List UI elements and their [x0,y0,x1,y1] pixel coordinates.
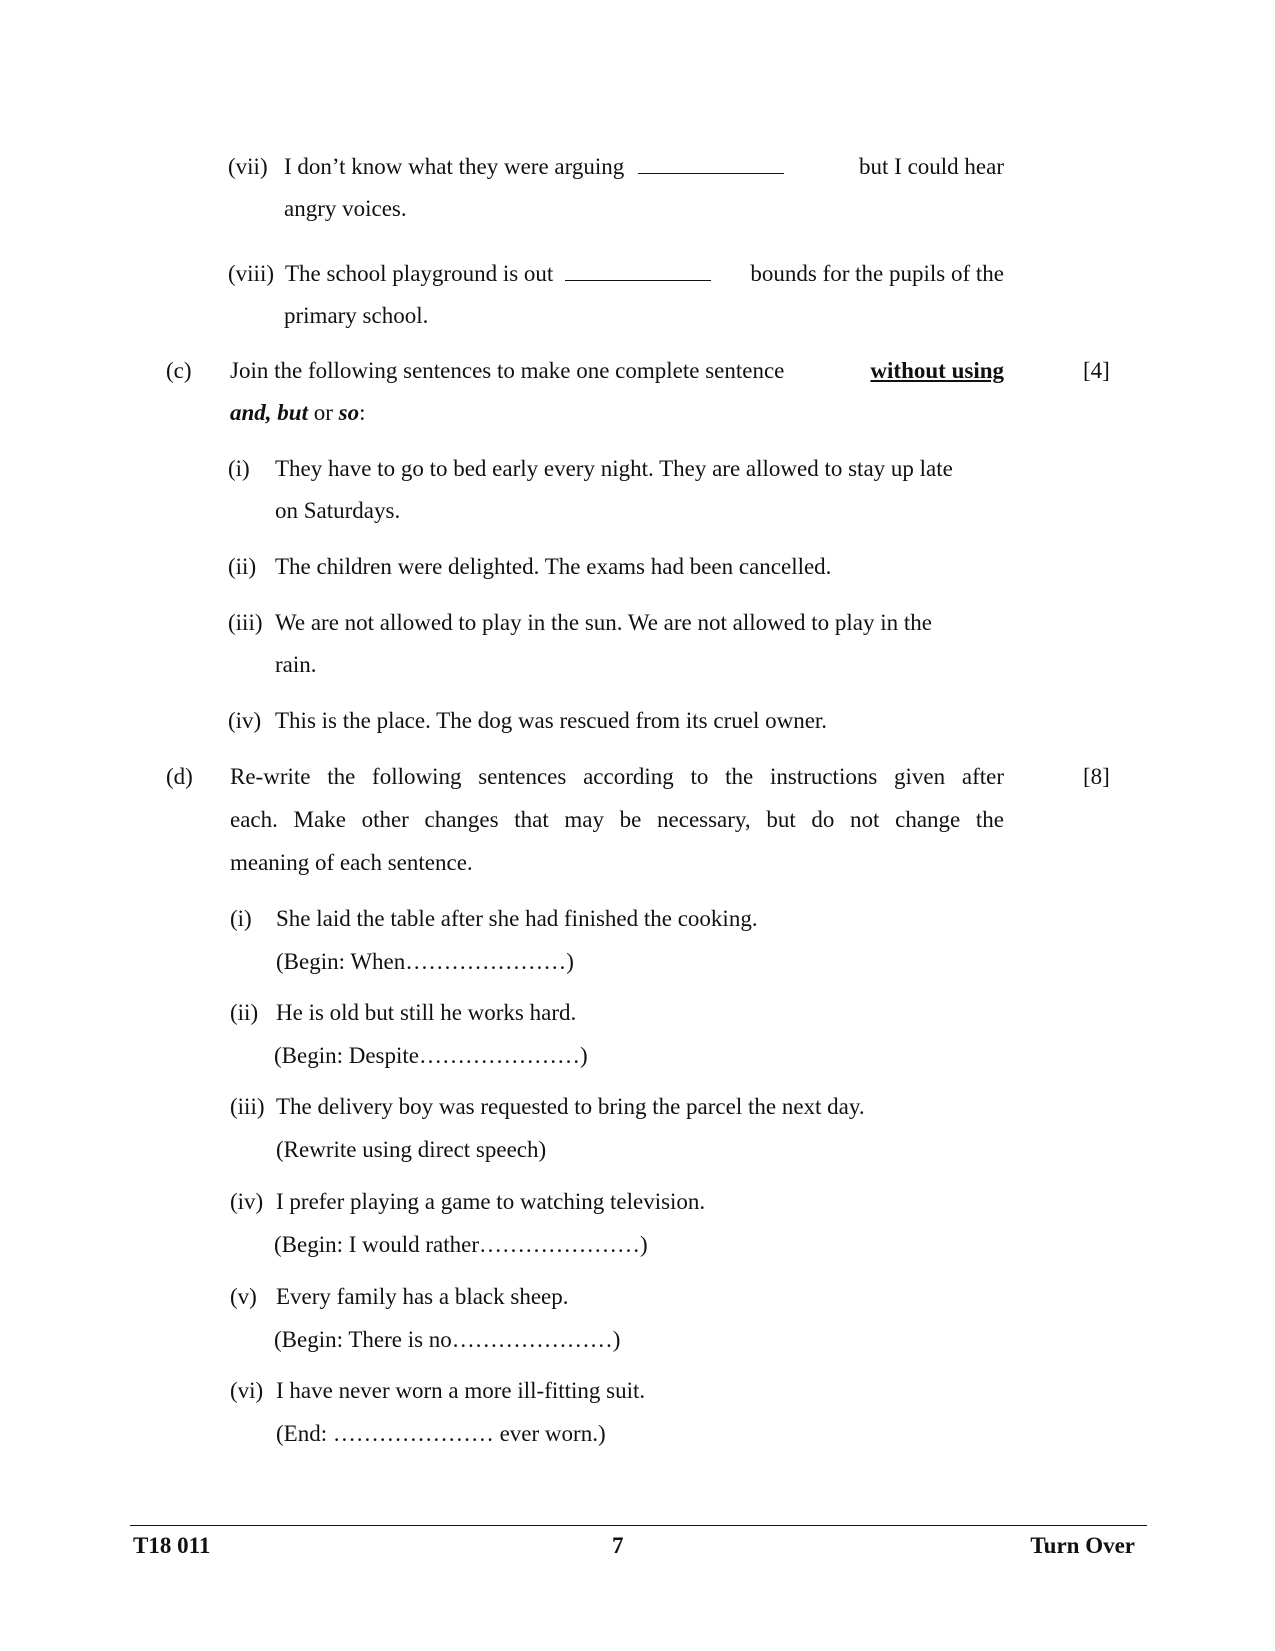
answer-blank-viii [565,278,711,281]
item-b-viii-text-b: bounds for the pupils of the [750,261,1004,286]
footer-paper-code: T18 011 [133,1533,211,1558]
item-b-viii-line1 [285,259,1004,289]
item-c-iv-line1: This is the place. The dog was rescued from its cruel owner. [275,708,828,733]
item-c-ii-number: (ii) [228,554,257,579]
section-d-marks: [8] [1083,764,1110,789]
item-c-ii-line1: The children were delighted. The exams had been cancelled. [275,554,832,579]
item-d-v-line1: Every family has a black sheep. [276,1284,569,1309]
section-c-words-and-but: and, but [230,400,308,425]
item-d-i-line1: She laid the table after she had finished the cooking. [276,906,758,931]
item-d-iii-line2: (Rewrite using direct speech) [276,1137,547,1162]
section-d-instruction-line3: meaning of each sentence. [230,850,473,875]
section-c-instruction-text: Join the following sentences to make one complete sentence [230,358,785,383]
section-d-instruction-line2: each. Make other changes that may be necessary, but do not change the [230,807,1004,832]
section-c-word-so: so [338,400,360,425]
item-b-vii-text-a: I don’t know what they were arguing [284,154,625,179]
item-d-vi-line1: I have never worn a more ill-fitting suit. [276,1378,646,1403]
item-c-i-number: (i) [228,456,250,481]
section-d-label: (d) [166,764,193,789]
footer-page-number: 7 [612,1533,624,1558]
answer-blank-vii [638,171,784,174]
item-c-i-line1: They have to go to bed early every night. They are allowed to stay up late [275,456,953,481]
section-d-instruction-line1: Re-write the following sentences according to the instructions given after [230,764,1004,789]
item-b-viii-number: (viii) [228,261,274,286]
item-c-iii-line1: We are not allowed to play in the sun. We are not allowed to play in the [275,610,932,635]
item-b-viii-line2: primary school. [284,303,429,328]
item-c-iii-number: (iii) [228,610,263,635]
section-c-colon: : [359,400,366,425]
item-b-vii-line1 [284,152,1004,182]
item-d-vi-number: (vi) [230,1378,264,1403]
item-d-i-line2: (Begin: When…………………) [276,949,574,974]
item-c-iii-line2: rain. [275,652,317,677]
item-c-i-line2: on Saturdays. [275,498,401,523]
item-d-iv-line1: I prefer playing a game to watching television. [276,1189,706,1214]
item-b-vii-number: (vii) [228,154,268,179]
item-b-vii-text-b: but I could hear [859,154,1004,179]
section-c-label: (c) [166,358,192,383]
item-d-iv-number: (iv) [230,1189,264,1214]
item-d-ii-line1: He is old but still he works hard. [276,1000,577,1025]
item-d-vi-line2: (End: ………………… ever worn.) [276,1421,606,1446]
item-d-i-number: (i) [230,906,252,931]
item-b-viii-text-a: The school playground is out [285,261,554,286]
section-c-instruction-line2 [230,398,366,428]
item-d-ii-line2: (Begin: Despite…………………) [274,1043,588,1068]
section-c-instruction-emphasis: without using [870,358,1004,383]
item-c-iv-number: (iv) [228,708,262,733]
item-d-iii-line1: The delivery boy was requested to bring the parcel the next day. [276,1094,865,1119]
footer-turn-over: Turn Over [1030,1533,1135,1558]
item-d-v-line2: (Begin: There is no…………………) [274,1327,621,1352]
item-d-iv-line2: (Begin: I would rather…………………) [274,1232,648,1257]
section-c-instruction-line1 [230,356,1004,386]
item-d-v-number: (v) [230,1284,257,1309]
item-d-ii-number: (ii) [230,1000,259,1025]
section-c-word-or: or [313,400,333,425]
footer-divider [130,1525,1147,1526]
section-c-marks: [4] [1083,358,1110,383]
item-b-vii-line2: angry voices. [284,196,407,221]
item-d-iii-number: (iii) [230,1094,265,1119]
